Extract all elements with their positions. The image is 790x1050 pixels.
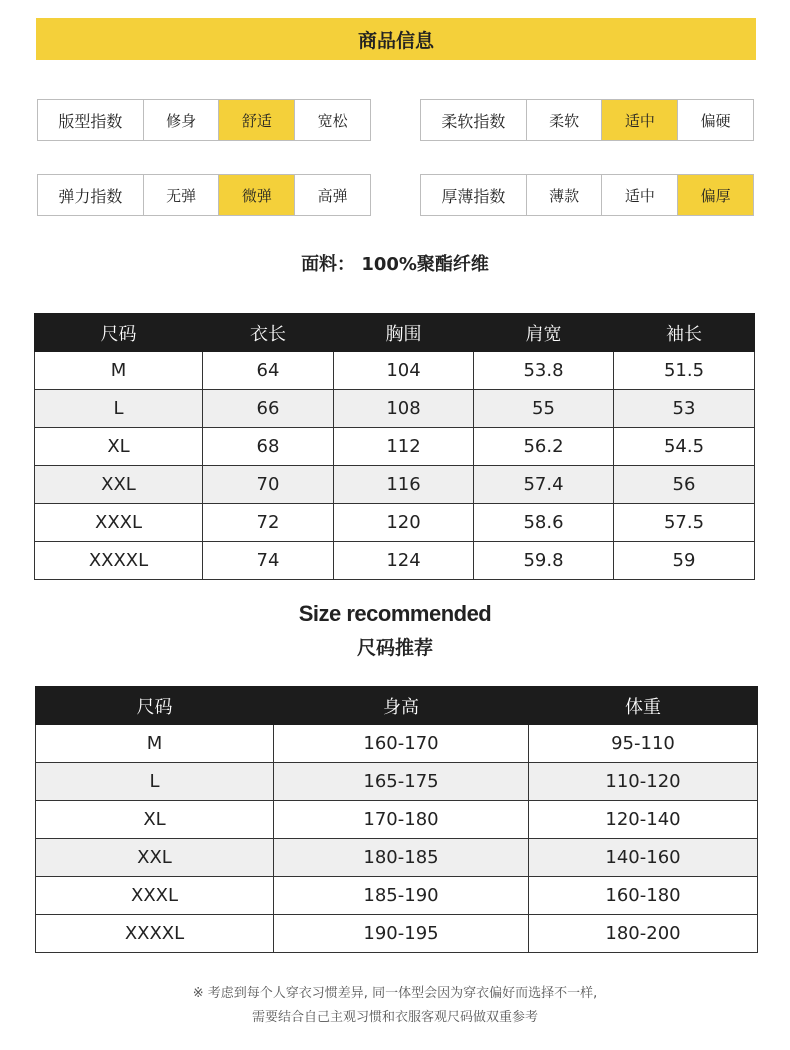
- table-cell: 180-185: [274, 839, 529, 877]
- table-cell: XXXXL: [35, 542, 203, 580]
- table-cell: 64: [203, 352, 334, 390]
- col-header-size: 尺码: [35, 314, 203, 352]
- elasticity-option-none: 无弹: [143, 175, 219, 215]
- recommend-table-header: [36, 687, 758, 725]
- thickness-option-thin: 薄款: [526, 175, 602, 215]
- fit-option-slim: 修身: [143, 100, 219, 140]
- fabric-info: 面料： 100%聚酯纤维: [301, 254, 489, 275]
- table-cell: 124: [334, 542, 474, 580]
- elasticity-index-label: 弹力指数: [58, 186, 123, 206]
- fit-option-comfort: 舒适: [218, 100, 294, 140]
- recommend-title-cn: 尺码推荐: [356, 637, 433, 659]
- softness-option-hard: 偏硬: [677, 100, 753, 140]
- table-cell: 110-120: [529, 763, 758, 801]
- table-cell: XXXL: [36, 877, 274, 915]
- table-row: [35, 504, 755, 542]
- softness-index-label: 柔软指数: [441, 111, 506, 131]
- thickness-option-thick: 偏厚: [677, 175, 753, 215]
- section-title-bar: [36, 18, 756, 60]
- table-cell: XXL: [36, 839, 274, 877]
- fit-index-label: 版型指数: [58, 111, 123, 131]
- elasticity-option-high: 高弹: [294, 175, 370, 215]
- table-cell: 120-140: [529, 801, 758, 839]
- table-cell: 185-190: [274, 877, 529, 915]
- table-cell: XL: [35, 428, 203, 466]
- table-cell: 170-180: [274, 801, 529, 839]
- table-cell: 180-200: [529, 915, 758, 953]
- table-cell: 74: [203, 542, 334, 580]
- table-cell: 59: [614, 542, 755, 580]
- recommend-title-en: Size recommended: [298, 601, 492, 626]
- table-cell: XXL: [35, 466, 203, 504]
- table-cell: XXXXL: [36, 915, 274, 953]
- table-cell: 112: [334, 428, 474, 466]
- table-row: [36, 839, 758, 877]
- table-cell: 54.5: [614, 428, 755, 466]
- table-cell: 116: [334, 466, 474, 504]
- table-cell: L: [36, 763, 274, 801]
- thickness-index-label: 厚薄指数: [441, 186, 506, 206]
- table-cell: 165-175: [274, 763, 529, 801]
- table-cell: 53.8: [474, 352, 614, 390]
- elasticity-option-slight: 微弹: [218, 175, 294, 215]
- table-cell: 120: [334, 504, 474, 542]
- col-header-chest: 胸围: [334, 314, 474, 352]
- col-header-size: 尺码: [36, 687, 274, 725]
- table-cell: L: [35, 390, 203, 428]
- table-cell: 160-170: [274, 725, 529, 763]
- table-cell: XL: [36, 801, 274, 839]
- footnote-line-2: 需要结合自己主观习惯和衣服客观尺码做双重参考: [251, 1010, 538, 1025]
- table-cell: 68: [203, 428, 334, 466]
- table-cell: 95-110: [529, 725, 758, 763]
- col-header-shoulder: 肩宽: [474, 314, 614, 352]
- softness-option-medium: 适中: [601, 100, 677, 140]
- table-cell: 70: [203, 466, 334, 504]
- table-row: [35, 428, 755, 466]
- size-table: [34, 313, 755, 580]
- table-row: [35, 466, 755, 504]
- table-cell: 160-180: [529, 877, 758, 915]
- table-cell: 56: [614, 466, 755, 504]
- table-row: [35, 352, 755, 390]
- table-row: [35, 542, 755, 580]
- table-cell: 58.6: [474, 504, 614, 542]
- fit-option-loose: 宽松: [294, 100, 370, 140]
- softness-option-soft: 柔软: [526, 100, 602, 140]
- table-row: [36, 915, 758, 953]
- table-row: [36, 877, 758, 915]
- col-header-height: 身高: [274, 687, 529, 725]
- recommend-table: [35, 686, 758, 953]
- table-cell: 108: [334, 390, 474, 428]
- thickness-option-medium: 适中: [601, 175, 677, 215]
- col-header-length: 衣长: [203, 314, 334, 352]
- table-row: [35, 390, 755, 428]
- table-cell: 66: [203, 390, 334, 428]
- table-cell: 53: [614, 390, 755, 428]
- table-row: [36, 725, 758, 763]
- table-cell: 104: [334, 352, 474, 390]
- table-cell: 59.8: [474, 542, 614, 580]
- table-cell: 140-160: [529, 839, 758, 877]
- table-cell: 51.5: [614, 352, 755, 390]
- col-header-sleeve: 袖长: [614, 314, 755, 352]
- size-table-header: [35, 314, 755, 352]
- footnote-line-1: ※ 考虑到每个人穿衣习惯差异, 同一体型会因为穿衣偏好而选择不一样,: [192, 986, 598, 1001]
- col-header-weight: 体重: [529, 687, 758, 725]
- table-cell: XXXL: [35, 504, 203, 542]
- table-cell: 190-195: [274, 915, 529, 953]
- fit-index: [37, 99, 371, 141]
- thickness-index: [420, 174, 754, 216]
- table-cell: M: [35, 352, 203, 390]
- table-cell: 57.5: [614, 504, 755, 542]
- table-cell: 56.2: [474, 428, 614, 466]
- elasticity-index: [37, 174, 371, 216]
- section-title: 商品信息: [357, 29, 434, 52]
- softness-index: [420, 99, 754, 141]
- table-row: [36, 801, 758, 839]
- table-cell: 55: [474, 390, 614, 428]
- table-cell: 57.4: [474, 466, 614, 504]
- table-cell: 72: [203, 504, 334, 542]
- table-row: [36, 763, 758, 801]
- table-cell: M: [36, 725, 274, 763]
